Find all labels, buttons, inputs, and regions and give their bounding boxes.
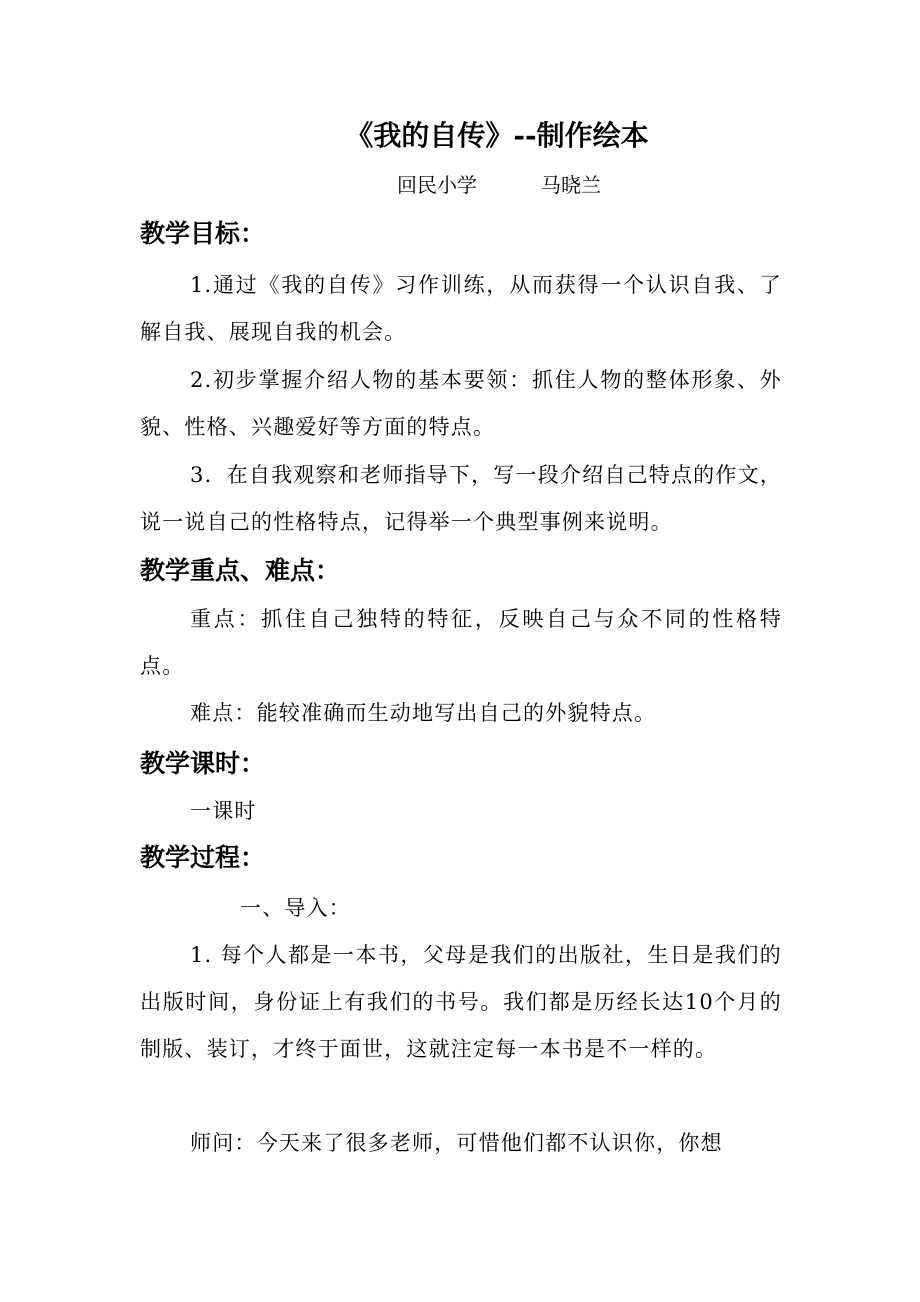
school-name: 回民小学 — [397, 173, 477, 197]
heading-key-points: 教学重点、难点： — [140, 556, 341, 585]
objective-item-3: 3．在自我观察和老师指导下，写一段介绍自己特点的作文，说一说自己的性格特点，记得举一个典型事例来说明。 — [140, 463, 782, 534]
heading-periods: 教学课时： — [140, 749, 266, 778]
process-step-intro: 一、导入： — [240, 896, 351, 920]
key-point-focus: 重点：抓住自己独特的特征，反映自己与众不同的性格特点。 — [140, 607, 782, 678]
document-title: 《我的自传》--制作绘本 — [345, 119, 649, 152]
process-paragraph-2: 师问：今天来了很多老师，可惜他们都不认识你，你想 — [190, 1131, 723, 1155]
objective-item-1: 1.通过《我的自传》习作训练，从而获得一个认识自我、了解自我、展现自我的机会。 — [140, 273, 782, 344]
author-name: 马晓兰 — [541, 173, 601, 197]
key-point-difficulty: 难点：能较准确而生动地写出自己的外貌特点。 — [190, 701, 657, 725]
byline — [397, 172, 601, 198]
heading-objectives: 教学目标： — [140, 219, 266, 248]
objective-item-2: 2.初步掌握介绍人物的基本要领：抓住人物的整体形象、外貌、性格、兴趣爱好等方面的特点。 — [140, 368, 782, 439]
process-paragraph-1: 1. 每个人都是一本书，父母是我们的出版社，生日是我们的出版时间，身份证上有我们的书号。我们都是历经长达10个月的制版、装订，才终于面世，这就注定每一本书是不一样的。 — [140, 943, 782, 1061]
heading-process: 教学过程： — [140, 843, 266, 872]
periods-value: 一课时 — [190, 799, 257, 823]
